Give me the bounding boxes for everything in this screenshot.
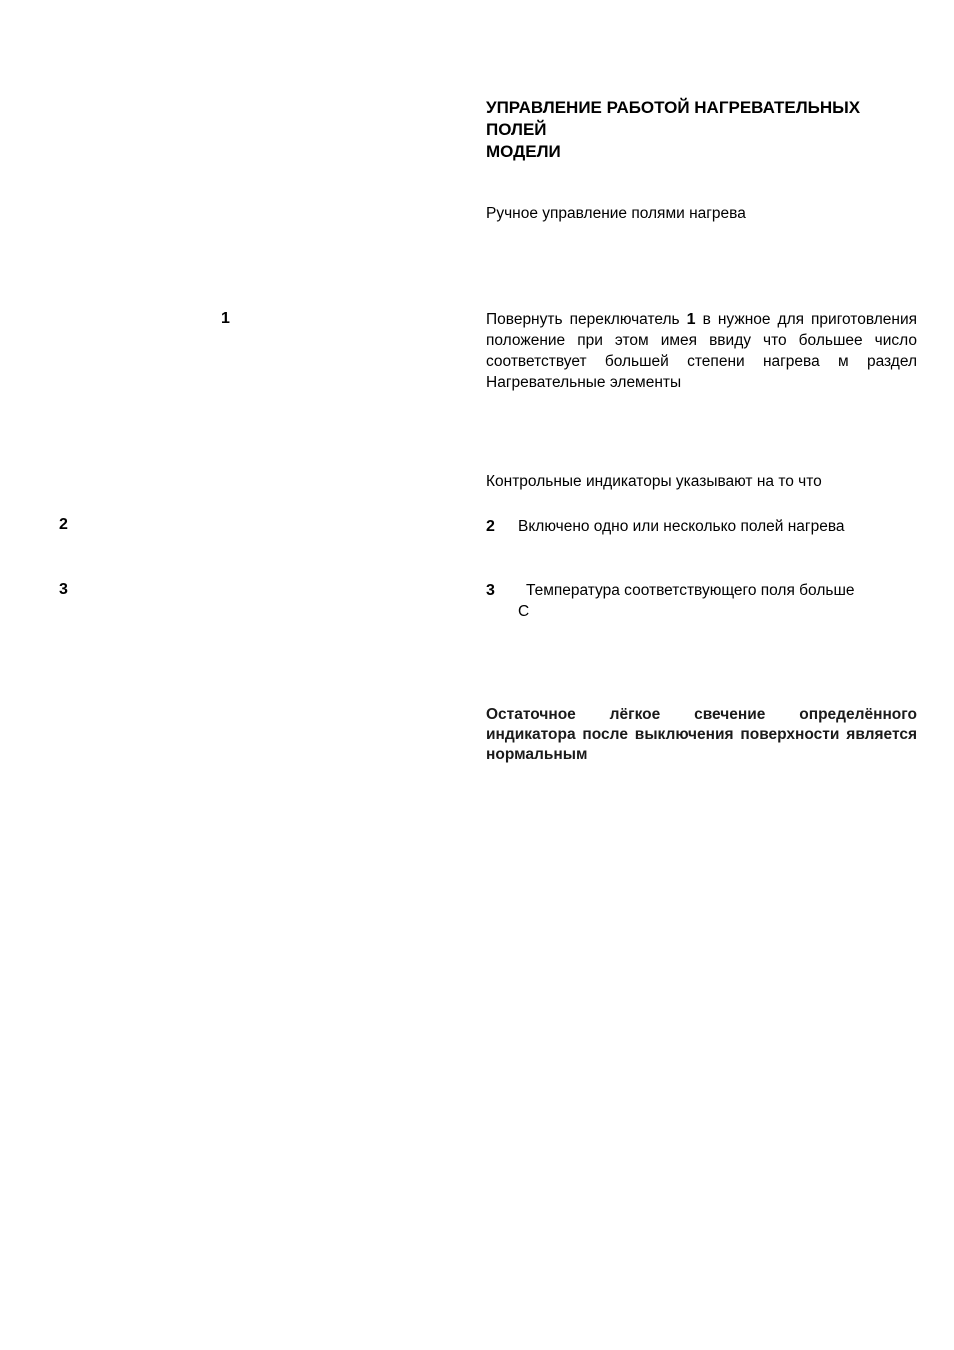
indicator-item <box>486 580 917 622</box>
indicator-item <box>486 516 917 537</box>
instruction-text-after: в нужное для приготовления положение при этом имея ввиду что большее число соответствует большей степени нагрева м раздел Нагревательные элементы <box>486 311 917 391</box>
indicator-number: 2 <box>486 518 495 535</box>
instruction-switch-number: 1 <box>686 311 696 328</box>
indicator-number: 3 <box>486 582 495 599</box>
page-title <box>486 97 926 163</box>
instruction-text-before: Повернуть переключатель <box>486 311 680 328</box>
section-subtitle: Ручное управление полями нагрева <box>486 205 746 222</box>
residual-glow-note: Остаточное лёгкое свечение определённого индикатора после выключения поверхности является нормальным <box>486 706 917 763</box>
indicator-text: Температура соответствующего поля больше <box>526 582 855 599</box>
title-line-3: МОДЕЛИ <box>486 142 561 161</box>
callout-number-1: 1 <box>221 310 230 327</box>
indicator-text: Включено одно или несколько полей нагрева <box>518 518 845 535</box>
title-line-2: ПОЛЕЙ <box>486 120 547 139</box>
indicators-intro: Контрольные индикаторы указывают на то что <box>486 473 822 490</box>
indicator-text-continuation: С <box>518 603 530 620</box>
callout-number-2: 2 <box>59 516 68 533</box>
callout-number-3: 3 <box>59 581 68 598</box>
title-line-1: УПРАВЛЕНИЕ РАБОТОЙ НАГРЕВАТЕЛЬНЫХ <box>486 98 861 117</box>
instruction-paragraph <box>486 309 917 393</box>
